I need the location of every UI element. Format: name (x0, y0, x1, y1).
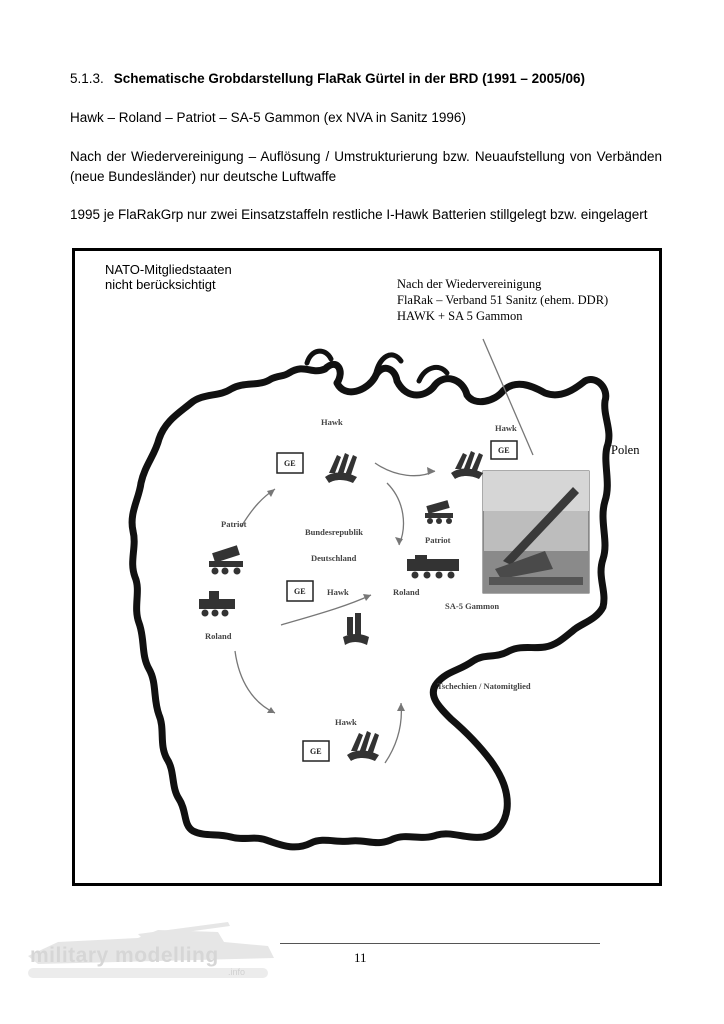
arrow-north-east (375, 463, 435, 476)
paragraph-1995: 1995 je FlaRakGrp nur zwei Einsatzstaffeln restliche I-Hawk Batterien stillgelegt bzw. eingelagert (70, 207, 648, 222)
label-czech: Tschechien / Natomitglied (437, 681, 531, 691)
patriot-launcher-icon-east (425, 500, 453, 524)
label-country-line2: Deutschland (311, 553, 357, 563)
label-hawk-center: Hawk (327, 587, 349, 597)
hawk-launcher-icon-south (347, 731, 379, 761)
poland-label: Polen (611, 443, 640, 457)
label-hawk-northeast: Hawk (495, 423, 517, 433)
paragraph-systems: Hawk – Roland – Patriot – SA-5 Gammon (ex NVA in Sanitz 1996) (70, 110, 466, 125)
ge-text-center: GE (294, 587, 306, 596)
section-heading (70, 69, 662, 89)
sa5-gammon-photo (483, 471, 589, 593)
ge-text-south: GE (310, 747, 322, 756)
reunification-note: Nach der Wiedervereinigung FlaRak – Verband 51 Sanitz (ehem. DDR) HAWK + SA 5 Gammon (397, 277, 609, 323)
label-hawk-south: Hawk (335, 717, 357, 727)
label-patriot-east: Patriot (425, 535, 451, 545)
section-title: Schematische Grobdarstellung FlaRak Gürtel in der BRD (1991 – 2005/06) (113, 71, 585, 86)
label-hawk-north: Hawk (321, 417, 343, 427)
watermark-text: military modelling (30, 944, 219, 967)
ge-text-northeast: GE (498, 446, 510, 455)
label-patriot-west: Patriot (221, 519, 247, 529)
label-roland-west: Roland (205, 631, 232, 641)
section-number: 5.1.3. (70, 71, 104, 86)
arrow-west-south (235, 651, 275, 713)
hawk-launcher-icon-center (343, 613, 369, 645)
page-number: 11 (354, 950, 367, 965)
germany-map-drawing (75, 251, 659, 883)
hawk-launcher-icon-northeast (451, 451, 483, 479)
roland-vehicle-icon-east (407, 555, 459, 579)
patriot-launcher-icon-west (209, 545, 243, 574)
hawk-launcher-icon-north (325, 453, 357, 483)
ge-text-north: GE (284, 459, 296, 468)
label-roland-east: Roland (393, 587, 420, 597)
roland-vehicle-icon-west (199, 591, 235, 617)
arrow-center (387, 483, 403, 545)
label-sa5-gammon: SA-5 Gammon (445, 601, 500, 611)
nato-note: NATO-Mitgliedstaaten nicht berücksichtigt (105, 262, 232, 292)
watermark-sub: .info (228, 967, 246, 977)
label-country-line1: Bundesrepublik (305, 527, 363, 537)
footer-rule (280, 943, 600, 944)
map-figure (72, 248, 662, 886)
arrow-south-loop (385, 703, 401, 763)
paragraph-reunification: Nach der Wiedervereinigung – Auflösung / Umstrukturierung bzw. Neuaufstellung von Verbänden (neue Bundesländer) nur deutsche Luftwaffe (70, 149, 662, 184)
